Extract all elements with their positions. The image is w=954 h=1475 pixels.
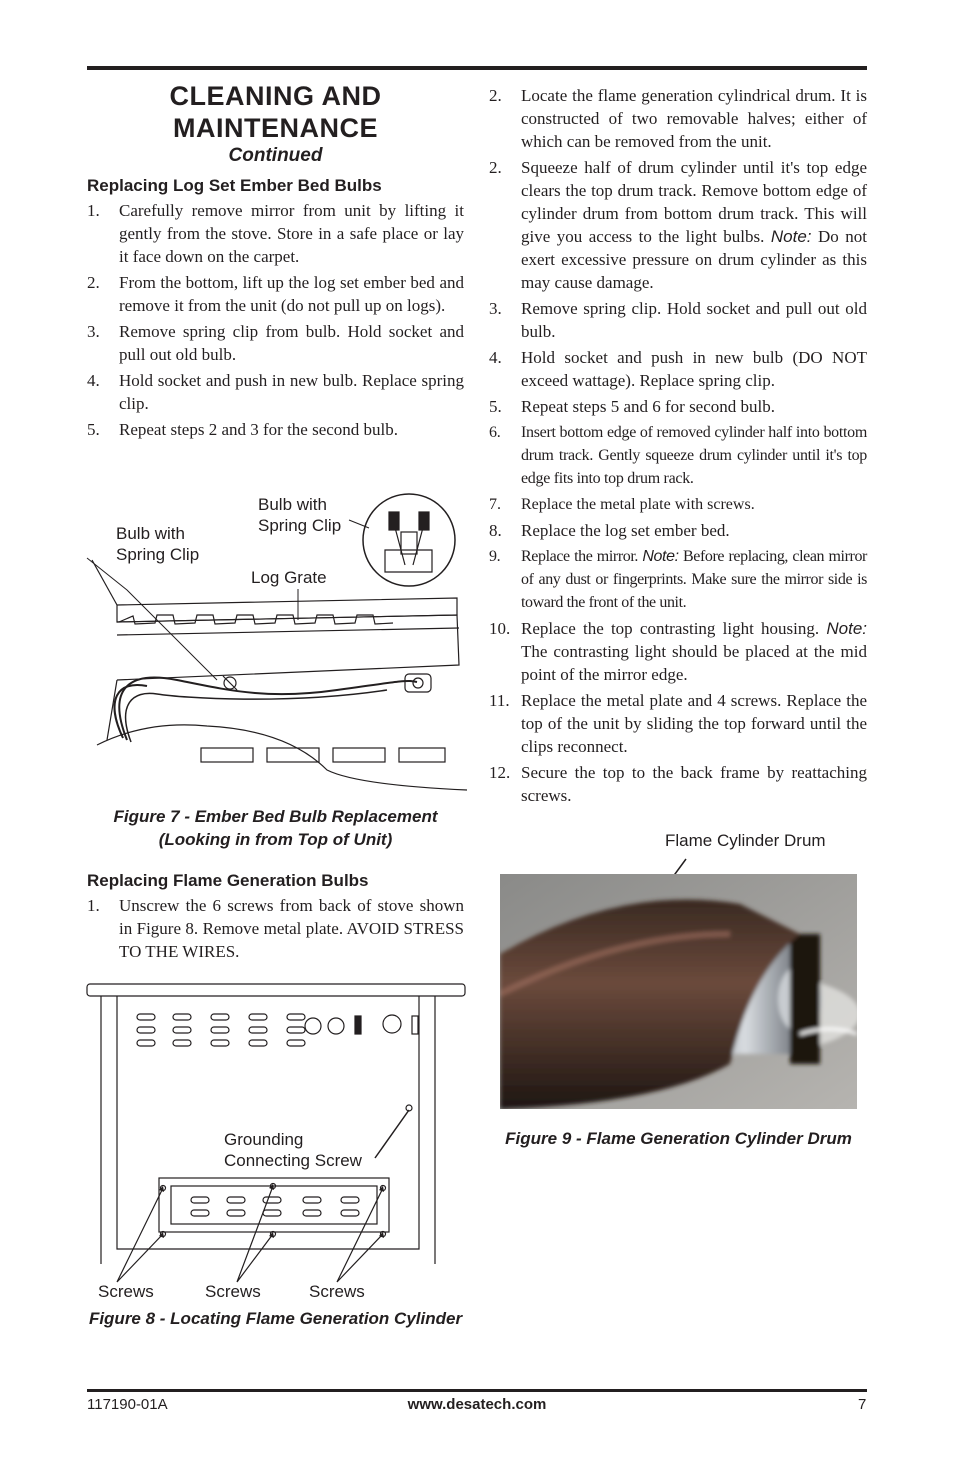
list-item: 3. Remove spring clip. Hold socket and pull out old bulb.	[489, 299, 867, 341]
label-grounding-screw: Grounding Connecting Screw	[224, 1130, 362, 1170]
list-item: 6. Insert bottom edge of removed cylinder half into bottom drum track. Gently squeeze drum cylinder until it's top edge fits into top drum rack.	[489, 424, 867, 487]
list-item: 7. Replace the metal plate with screws.	[489, 496, 755, 513]
page-subtitle: Continued	[228, 145, 323, 166]
figure-8-caption: Figure 8 - Locating Flame Generation Cylinder	[88, 1309, 463, 1328]
list-item: 11. Replace the metal plate and 4 screws. Replace the top of the unit by sliding the top forward until the clips reconnect.	[489, 691, 867, 756]
top-rule	[87, 66, 867, 70]
page-title: CLEANING AND MAINTENANCE	[169, 81, 382, 143]
label-flame-cylinder-drum: Flame Cylinder Drum	[665, 831, 826, 850]
label-log-grate: Log Grate	[251, 568, 327, 587]
list-item: 5. Repeat steps 5 and 6 for second bulb.	[489, 397, 775, 416]
flame-cylinder-photo	[500, 874, 857, 1109]
list-item: 10. Replace the top contrasting light housing. Note: The contrasting light should be placed at the mid point of the mirror edge.	[489, 619, 868, 684]
flame-bulb-steps	[87, 894, 464, 966]
list-item: 2. Squeeze half of drum cylinder until it's top edge clears the top drum track. Remove bottom edge of cylinder drum from bottom drum track. This will give you access to the light bulbs. Note: Do not exert excessive pressure on drum cylinder as this may cause damage.	[489, 158, 868, 292]
label-bulb-spring-clip-right: Bulb with Spring Clip	[258, 495, 342, 535]
list-item: 4. Hold socket and push in new bulb. Replace spring clip.	[87, 371, 464, 413]
bottom-rule	[87, 1389, 867, 1392]
list-item: 1. Unscrew the 6 screws from back of stove shown in Figure 8. Remove metal plate. AVOID STRESS TO THE WIRES.	[87, 896, 464, 961]
footer-part-number: 117190-01A	[87, 1396, 168, 1413]
list-item: 4. Hold socket and push in new bulb (DO NOT exceed wattage). Replace spring clip.	[489, 348, 867, 390]
list-item: 12. Secure the top to the back frame by reattaching screws.	[489, 763, 867, 805]
list-item: 5. Repeat steps 2 and 3 for the second bulb.	[87, 420, 399, 439]
list-item: 1. Carefully remove mirror from unit by lifting it gently from the stove. Store in a safe place or lay it face down on the carpet.	[87, 201, 464, 266]
section-heading-ember-bulbs: Replacing Log Set Ember Bed Bulbs	[87, 176, 382, 195]
label-screws-right: Screws	[309, 1282, 365, 1301]
list-item: 2. Locate the flame generation cylindrical drum. It is constructed of two removable halves; either of which can be removed from the unit.	[489, 86, 867, 151]
figure-9-caption: Figure 9 - Flame Generation Cylinder Drum	[505, 1129, 852, 1148]
footer-website-link[interactable]: www.desatech.com	[407, 1396, 547, 1413]
section-heading-flame-bulbs: Replacing Flame Generation Bulbs	[87, 871, 369, 890]
ember-bulb-steps	[87, 199, 464, 444]
list-item: 2. From the bottom, lift up the log set ember bed and remove it from the unit (do not pull up on logs).	[87, 273, 464, 315]
figure-7-caption: Figure 7 - Ember Bed Bulb Replacement (Looking in from Top of Unit)	[113, 807, 438, 849]
label-screws-center: Screws	[205, 1282, 261, 1301]
label-bulb-spring-clip-left: Bulb with Spring Clip	[116, 524, 200, 564]
label-screws-left: Screws	[98, 1282, 154, 1301]
list-item: 9. Replace the mirror. Note: Before replacing, clean mirror of any dust or fingerprints. Make sure the mirror side is toward the front of the unit.	[489, 548, 867, 611]
footer-page-number: 7	[858, 1396, 867, 1413]
list-item: 8. Replace the log set ember bed.	[489, 521, 730, 540]
right-column-steps	[489, 84, 867, 810]
list-item: 3. Remove spring clip from bulb. Hold socket and pull out old bulb.	[87, 322, 464, 364]
